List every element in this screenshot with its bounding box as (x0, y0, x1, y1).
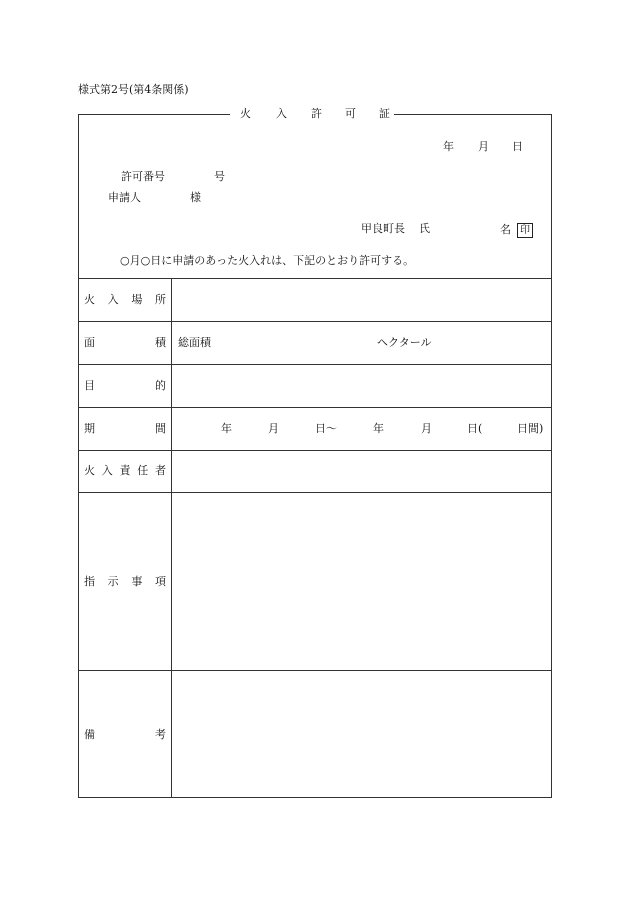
period-start-day: 日〜 (315, 422, 337, 435)
date-year: 年 (443, 140, 454, 153)
label-char: 目 (84, 379, 95, 392)
issuer-title: 甲良町長 (361, 222, 405, 235)
title-char-1: 火 (240, 107, 251, 120)
label-char: 積 (155, 336, 166, 349)
issuer-shi: 氏 (419, 222, 430, 235)
applicant-honorific: 様 (190, 191, 201, 204)
label-char: 項 (154, 575, 166, 588)
label-char: 場 (131, 293, 143, 306)
title-char-4: 可 (345, 107, 356, 120)
title-char-5: 証 (379, 107, 390, 120)
title-char-2: 入 (276, 107, 287, 120)
label-char: 指 (84, 575, 95, 588)
row-divider-3 (78, 364, 552, 365)
applicant-label: 申請人 (108, 191, 141, 204)
row-divider-4 (78, 407, 552, 408)
label-char: 責 (119, 464, 131, 477)
label-purpose (84, 380, 166, 391)
label-char: 所 (154, 293, 166, 306)
permit-number-suffix: 号 (214, 170, 225, 183)
label-fire-location (84, 294, 166, 305)
label-responsible-person (84, 465, 166, 476)
period-days: 日間) (517, 422, 544, 435)
label-char: 考 (155, 728, 166, 741)
row-divider-6 (78, 492, 552, 493)
period-start-month: 月 (268, 422, 279, 435)
label-area (84, 337, 166, 348)
label-char: 任 (137, 464, 149, 477)
label-char: 的 (155, 379, 166, 392)
period-end-month: 月 (421, 422, 432, 435)
issuer-mei (500, 223, 533, 238)
label-instructions (84, 576, 166, 587)
issuer-mei-text: 名 (500, 223, 511, 236)
label-period (84, 423, 166, 434)
period-start-year: 年 (221, 422, 232, 435)
label-char: 火 (84, 464, 95, 477)
label-char: 火 (84, 293, 95, 306)
label-char: 備 (84, 728, 95, 741)
date-month: 月 (478, 140, 489, 153)
row-divider-7 (78, 670, 552, 671)
area-total-label: 総面積 (178, 336, 211, 349)
permit-form (78, 114, 552, 798)
label-char: 期 (84, 422, 95, 435)
label-char: 間 (155, 422, 166, 435)
label-remarks (84, 729, 166, 740)
row-divider-1 (78, 278, 552, 279)
seal-mark: 印 (517, 223, 533, 238)
row-divider-2 (78, 321, 552, 322)
title-char-3: 許 (311, 107, 322, 120)
form-number: 様式第2号(第4条関係) (78, 83, 189, 96)
label-char: 事 (131, 575, 143, 588)
period-end-day: 日( (467, 422, 483, 435)
label-char: 入 (101, 464, 113, 477)
label-char: 者 (155, 464, 166, 477)
date-day: 日 (512, 140, 523, 153)
column-divider (171, 278, 172, 798)
period-end-year: 年 (373, 422, 384, 435)
row-divider-5 (78, 450, 552, 451)
label-char: 面 (84, 336, 95, 349)
label-char: 入 (107, 293, 119, 306)
permit-number-label: 許可番号 (121, 170, 165, 183)
permit-statement: ○月○日に申請のあった火入れは、下記のとおり許可する。 (120, 254, 415, 267)
label-char: 示 (107, 575, 119, 588)
area-unit: ヘクタール (377, 336, 432, 349)
